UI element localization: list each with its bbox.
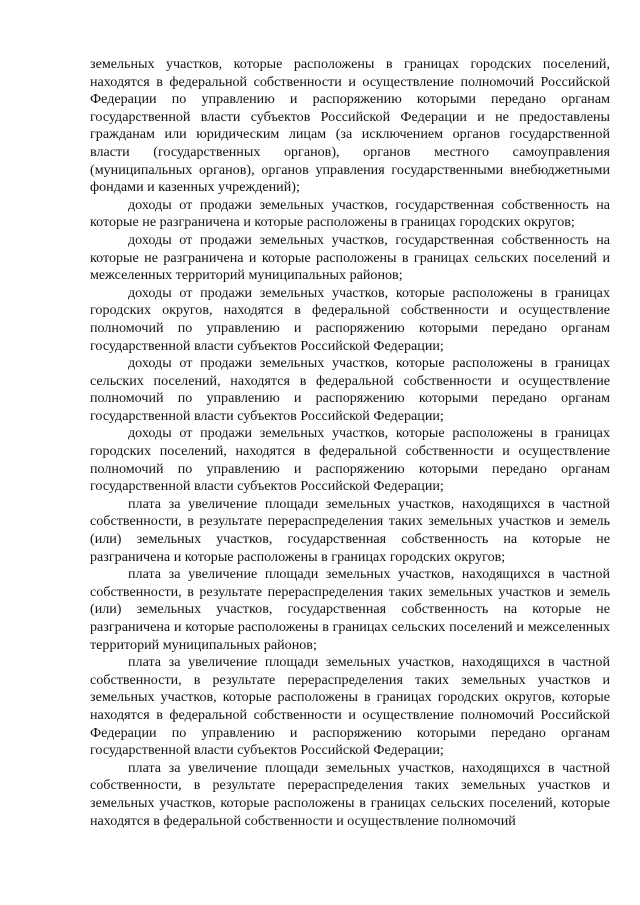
paragraph-fee-federal-urban-districts: плата за увеличение площади земельных участков, находящихся в частной собственности, в результате перераспределения таких земельных участков и земельных участков, которые расположены в границах городских округов, которые находятся в федеральной собственности и осуществление полномочий Российской Федерации по управлению и распоряжению которыми передано органам государственной власти субъектов Российской Федерации; [90, 654, 610, 759]
paragraph-fee-rural-settlements: плата за увеличение площади земельных участков, находящихся в частной собственности, в результате перераспределения таких земельных участков и земель (или) земельных участков, государственная собственность на которые не разграничена и которые расположены в границах сельских поселений и межселенных территорий муниципальных районов; [90, 566, 610, 653]
paragraph-sale-income-urban-districts: доходы от продажи земельных участков, государственная собственность на которые не разграничена и которые расположены в границах городских округов; [90, 196, 610, 231]
paragraph-sale-income-federal-rural-settlements: доходы от продажи земельных участков, которые расположены в границах сельских поселений, находятся в федеральной собственности и осуществление полномочий по управлению и распоряжению которыми передано органам государственной власти субъектов Российской Федерации; [90, 355, 610, 424]
paragraph-sale-income-federal-urban-districts: доходы от продажи земельных участков, которые расположены в границах городских округов, находятся в федеральной собственности и осуществление полномочий по управлению и распоряжению которыми передано органам государственной власти субъектов Российской Федерации; [90, 284, 610, 354]
paragraph-fee-urban-districts: плата за увеличение площади земельных участков, находящихся в частной собственности, в результате перераспределения таких земельных участков и земель (или) земельных участков, государственная собственность на которые не разграничена и которые расположены в границах городских округов; [90, 495, 610, 565]
document-page [90, 56, 610, 830]
paragraph-sale-income-federal-urban-settlements: доходы от продажи земельных участков, которые расположены в границах городских поселений, находятся в федеральной собственности и осуществление полномочий по управлению и распоряжению которыми передано органам государственной власти субъектов Российской Федерации; [90, 425, 610, 495]
paragraph-continuation: земельных участков, которые расположены в границах городских поселений, находятся в федеральной собственности и осуществление полномочий Российской Федерации по управлению и распоряжению которыми передано органам государственной власти субъектов Российской Федерации и не предоставлены гражданам или юридическим лицам (за исключением органов государственной власти (государственных органов), органов местного самоуправления (муниципальных органов), органов управления государственными внебюджетными фондами и казенных учреждений); [90, 56, 610, 196]
paragraph-fee-federal-rural-settlements: плата за увеличение площади земельных участков, находящихся в частной собственности, в результате перераспределения таких земельных участков и земельных участков, которые расположены в границах сельских поселений, которые находятся в федеральной собственности и осуществление полномочий [90, 759, 610, 829]
paragraph-sale-income-rural-settlements: доходы от продажи земельных участков, государственная собственность на которые не разграничена и которые расположены в границах сельских поселений и межселенных территорий муниципальных районов; [90, 231, 610, 284]
